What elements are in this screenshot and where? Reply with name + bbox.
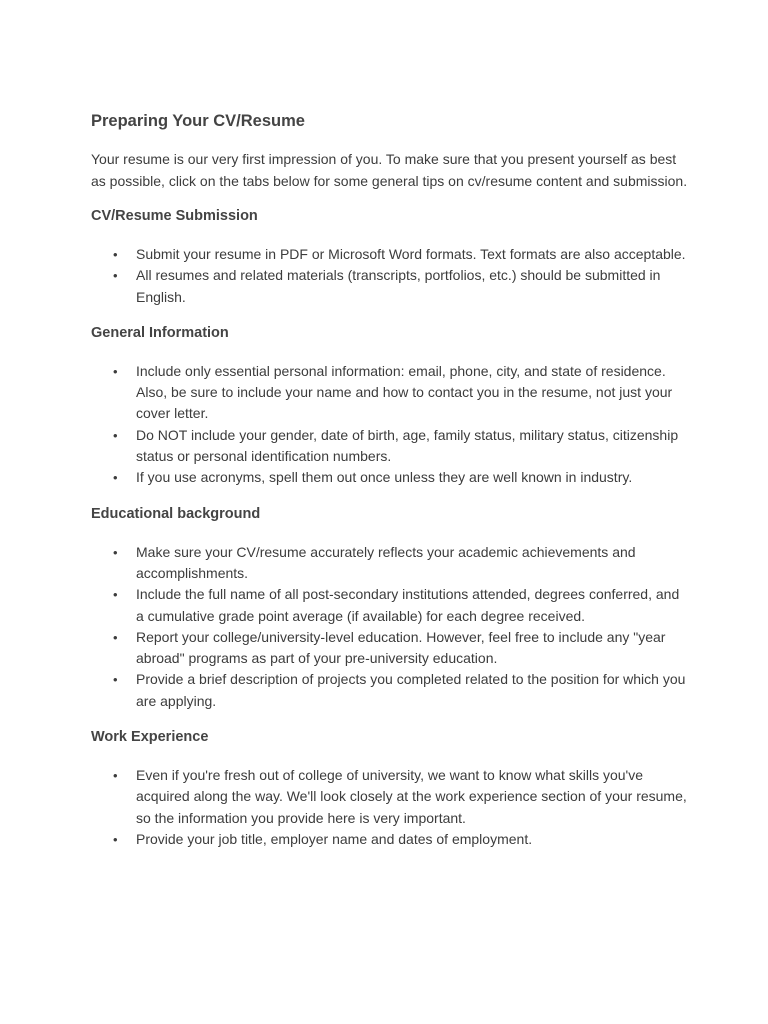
bullet-icon: • [113,587,118,603]
bullet-icon: • [113,268,118,284]
bullet-icon: • [113,768,118,784]
list-item [91,669,688,712]
list-item-text: Even if you're fresh out of college of university, we want to know what skills you've acquired along the way. We'll look closely at the work experience section of your resume, so the information you provide here is very important. [136,767,687,826]
list-item [91,627,688,670]
section-heading: Work Experience [91,729,209,746]
list-item-text: Include the full name of all post-secondary institutions attended, degrees conferred, and a cumulative grade point average (if available) for each degree received. [136,586,680,624]
bullet-icon: • [113,831,118,847]
section-heading: Educational background [91,505,261,522]
bullet-icon: • [113,247,118,262]
list-item [91,244,688,265]
list-item [91,829,688,850]
section-cv-resume-submission [91,205,688,308]
bullet-list [91,542,688,712]
list-item-text: If you use acronyms, spell them out once unless they are well known in industry. [136,469,633,486]
list-item-text: Report your college/university-level education. However, feel free to include any "year abroad" programs as part of your pre-university education. [136,628,666,667]
list-item-text: Do NOT include your gender, date of birth, age, family status, military status, citizenship status or personal identification numbers. [136,426,679,465]
section-educational-background [91,503,688,712]
bullet-icon: • [113,363,118,379]
bullet-icon: • [113,470,118,486]
list-item [91,542,688,585]
section-work-experience [91,726,688,850]
intro-paragraph: Your resume is our very first impression of you. To make sure that you present yourself as best as possible, click on the tabs below for some general tips on cv/resume content and submission. [91,151,688,189]
list-item [91,765,688,829]
bullet-icon: • [113,427,118,443]
section-general-information [91,322,688,489]
list-item [91,584,688,627]
bullet-list [91,361,688,489]
list-item-text: Include only essential personal information: email, phone, city, and state of residence. Also, be sure to include your name and how to contact you in the resume, not just your cover letter. [136,362,673,422]
section-heading: CV/Resume Submission [91,208,258,224]
bullet-icon: • [113,629,118,645]
bullet-icon: • [113,672,118,688]
bullet-icon: • [113,544,118,560]
list-item-text: All resumes and related materials (transcripts, portfolios, etc.) should be submitted in English. [136,267,661,305]
list-item-text: Provide your job title, employer name and dates of employment. [136,830,533,847]
page-title: Preparing Your CV/Resume [91,112,305,130]
list-item-text: Provide a brief description of projects you completed related to the position for which you are applying. [136,671,686,709]
list-item-text: Make sure your CV/resume accurately reflects your academic achievements and accomplishments. [136,543,636,581]
list-item-text: Submit your resume in PDF or Microsoft Word formats. Text formats are also acceptable. [136,246,686,262]
section-heading: General Information [91,324,229,341]
bullet-list [91,244,688,308]
list-item [91,425,688,468]
list-item [91,467,688,488]
bullet-list [91,765,688,850]
list-item [91,361,688,425]
list-item [91,265,688,308]
